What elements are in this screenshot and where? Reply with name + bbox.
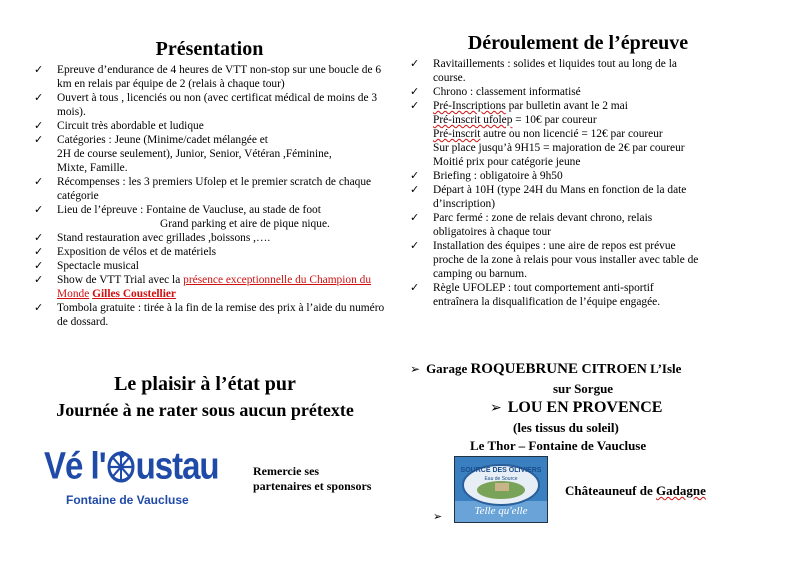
right-column (408, 32, 753, 309)
sponsor-chateauneuf: Châteauneuf de Gadagne (565, 483, 706, 498)
list-item: ✓ Show de VTT Trial avec la présence exceptionnelle du Champion du Monde Gilles Coustellier (34, 273, 372, 300)
sponsor-lou: ➢ LOU EN PROVENCE (490, 399, 663, 416)
velostau-logo: Vé l' ustau Fontaine de Vaucluse (44, 444, 219, 507)
checkmark-icon: ✓ (34, 231, 44, 244)
list-item: ✓ Règle UFOLEP : tout comportement anti-sportif entraînera la disqualification de l’équipe engagée. (410, 281, 661, 308)
checkmark-icon: ✓ (410, 99, 420, 112)
sponsor-lou-place: Le Thor – Fontaine de Vaucluse (470, 438, 647, 453)
list-item: ✓ Parc fermé : zone de relais devant chrono, relais obligatoires à chaque tour (410, 211, 653, 238)
source-des-oliviers-logo: SOURCE DES OLIVIERS Eau de Source Telle qu'elle (454, 456, 548, 523)
deroulement-title: Déroulement de l’épreuve (467, 32, 689, 54)
deroulement-list (408, 57, 753, 309)
checkmark-icon: ✓ (410, 281, 420, 294)
list-item: ✓ Circuit très abordable et ludique (34, 119, 204, 132)
list-item: ✓ Stand restauration avec grillades ,boissons ,…. (34, 231, 271, 244)
list-item: ✓ Ravitaillements : solides et liquides tout au long de la course. (410, 57, 677, 84)
checkmark-icon: ✓ (34, 273, 44, 286)
arrow-bullet-icon: ➢ (410, 362, 421, 376)
checkmark-icon: ✓ (410, 211, 420, 224)
list-item: ✓ Epreuve d’endurance de 4 heures de VTT non-stop sur une boucle de 6 km en relais par équipe de 2 (relais à chaque tour) (34, 63, 382, 90)
left-column (32, 38, 392, 329)
checkmark-icon: ✓ (34, 133, 44, 146)
checkmark-icon: ✓ (34, 245, 44, 258)
slogan-line-1: Le plaisir à l’état pur (114, 373, 296, 395)
checkmark-icon: ✓ (410, 183, 420, 196)
checkmark-icon: ✓ (34, 259, 44, 272)
checkmark-icon: ✓ (34, 119, 44, 132)
list-item: ✓ Installation des équipes : une aire de repos est prévue proche de la zone à relais pour vous installer avec table de camping ou barnum. (410, 239, 699, 280)
sponsor-garage: ➢ Garage ROQUEBRUNE CITROEN L’Isle (410, 361, 682, 377)
arrow-bullet-icon: ➢ (433, 510, 443, 523)
list-item: ✓ Chrono : classement informatisé (410, 85, 581, 98)
checkmark-icon: ✓ (34, 175, 44, 188)
list-item: ✓ Spectacle musical (34, 259, 139, 272)
checkmark-icon: ✓ (34, 301, 44, 314)
logo-subtitle: Fontaine de Vaucluse (66, 493, 189, 507)
list-item: ✓ Tombola gratuite : tirée à la fin de la remise des prix à l’aide du numéro de dossard. (34, 301, 385, 328)
presentation-list (32, 63, 392, 329)
sponsor-garage-city: sur Sorgue (553, 381, 614, 396)
checkmark-icon: ✓ (410, 239, 420, 252)
list-item: ✓ Ouvert à tous , licenciés ou non (avec certificat médical de moins de 3 mois). (34, 91, 378, 118)
champion-highlight: présence exceptionnelle du Champion du Monde (57, 274, 372, 300)
thanks-text: Remercie ses partenaires et sponsors (253, 464, 372, 493)
checkmark-icon: ✓ (34, 203, 44, 216)
list-item: ✓ Exposition de vélos et de matériels (34, 245, 217, 258)
list-item: ✓ Récompenses : les 3 premiers Ufolep et le premier scratch de chaque catégorie (34, 175, 372, 202)
list-item: ✓ Briefing : obligatoire à 9h50 (410, 169, 563, 182)
slogan-line-2: Journée à ne rater sous aucun prétexte (56, 400, 354, 420)
checkmark-icon: ✓ (410, 85, 420, 98)
list-item: ✓ Catégories : Jeune (Minime/cadet mélangée et 2H de course seulement), Junior, Senior, Vétéran ,Féminine, Mixte, Famille. (34, 133, 332, 174)
arrow-bullet-icon: ➢ (490, 400, 502, 416)
champion-name: Gilles Coustellier (92, 288, 176, 300)
checkmark-icon: ✓ (34, 91, 44, 104)
checkmark-icon: ✓ (410, 57, 420, 70)
checkmark-icon: ✓ (34, 63, 44, 76)
sponsor-lou-sub: (les tissus du soleil) (513, 420, 619, 435)
checkmark-icon: ✓ (410, 169, 420, 182)
cyclist-wheel-icon (106, 450, 136, 485)
list-item: ✓ Lieu de l’épreuve : Fontaine de Vaucluse, au stade de foot Grand parking et aire de pique nique. (34, 203, 330, 230)
presentation-title: Présentation (155, 38, 264, 60)
list-item: ✓ Pré-Inscriptions par bulletin avant le 2 mai Pré-inscrit ufolep = 10€ par coureur Pré-inscrit autre ou non licencié = 12€ par coureur Sur place jusqu’à 9H15 = majoration de 2€ par coureur Moitié prix pour catégorie jeune (410, 99, 685, 168)
list-item: ✓ Départ à 10H (type 24H du Mans en fonction de la date d’inscription) (410, 183, 687, 210)
